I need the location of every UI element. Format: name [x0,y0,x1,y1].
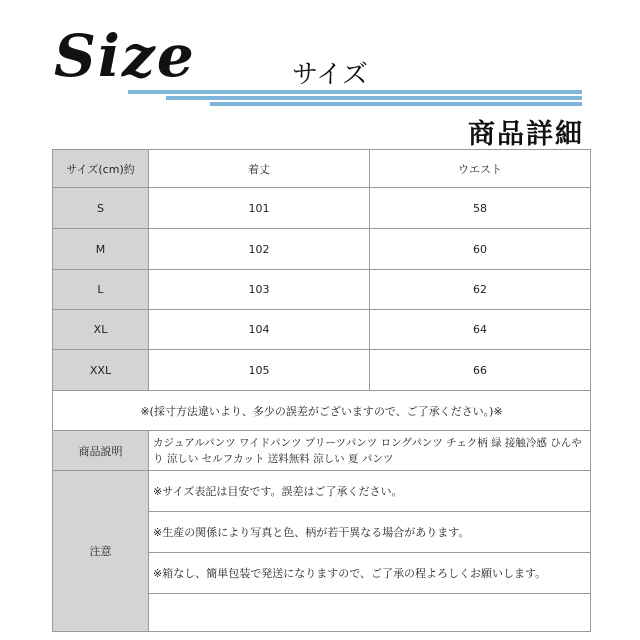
header-waist: ウエスト [370,150,591,188]
description-row [53,431,591,471]
size-logo: Size [54,22,196,90]
length-cell: 105 [149,350,370,391]
measurement-note: ※(採寸方法違いより、多少の誤差がございますので、ご了承ください。)※ [53,391,591,431]
caution-item: ※箱なし、簡単包装で発送になりますので、ご了承の程よろしくお願いします。 [149,553,591,594]
waist-cell: 66 [370,350,591,391]
header-size: サイズ(cm)約 [53,150,149,188]
table-row [53,229,591,270]
size-logo-subtitle: サイズ [292,60,368,90]
product-details-title: 商品詳細 [468,119,584,150]
measurement-note-row [53,391,591,431]
length-cell: 101 [149,188,370,229]
decorative-line [128,90,582,94]
header [0,0,640,150]
size-cell: XL [53,310,149,350]
size-table [52,149,591,632]
size-cell: M [53,229,149,270]
waist-cell: 64 [370,310,591,350]
caution-row [53,471,591,512]
length-cell: 102 [149,229,370,270]
waist-cell: 62 [370,270,591,310]
caution-label: 注意 [53,471,149,632]
decorative-line [210,102,582,106]
description-label: 商品説明 [53,431,149,471]
size-cell: S [53,188,149,229]
caution-item: ※サイズ表記は目安です。誤差はご了承ください。 [149,471,591,512]
size-cell: L [53,270,149,310]
table-row [53,270,591,310]
table-header-row [53,150,591,188]
description-text: カジュアルパンツ ワイドパンツ プリーツパンツ ロングパンツ チェク柄 緑 接触冷感 ひんやり 涼しい セルフカット 送料無料 涼しい 夏 パンツ [149,431,591,471]
size-cell: XXL [53,350,149,391]
waist-cell: 58 [370,188,591,229]
table-row [53,350,591,391]
caution-item: ※生産の関係により写真と色、柄が若干異なる場合があります。 [149,512,591,553]
caution-item-empty [149,594,591,632]
header-length: 着丈 [149,150,370,188]
decorative-line [166,96,582,100]
length-cell: 104 [149,310,370,350]
length-cell: 103 [149,270,370,310]
waist-cell: 60 [370,229,591,270]
table-row [53,310,591,350]
table-row [53,188,591,229]
